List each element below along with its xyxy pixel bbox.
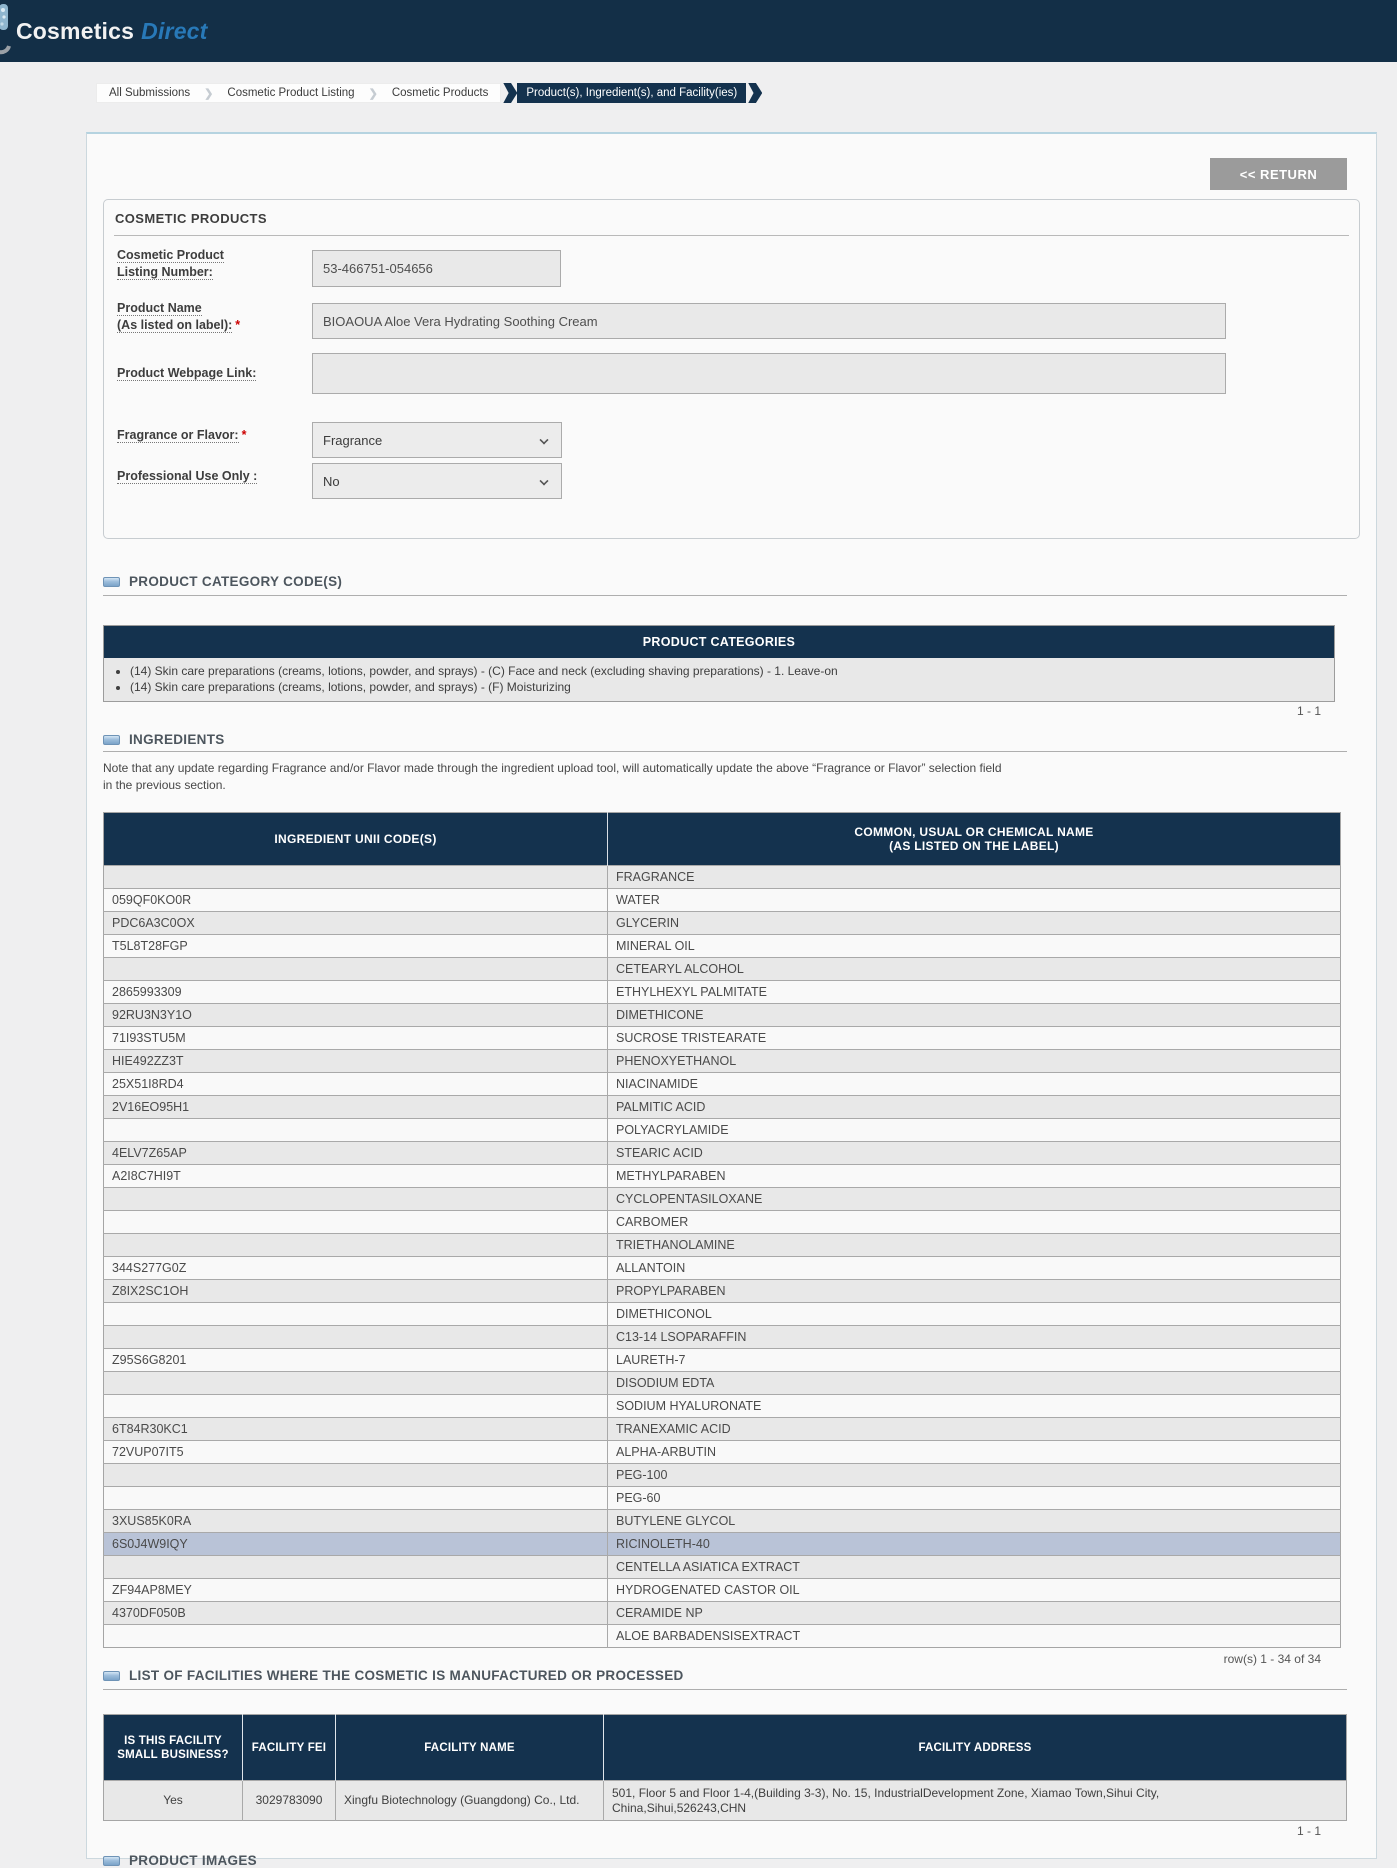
ingredients-table <box>103 812 1341 1648</box>
ingredient-name-cell: PHENOXYETHANOL <box>608 1050 1341 1073</box>
ingredient-name-cell: ETHYLHEXYL PALMITATE <box>608 981 1341 1004</box>
ingredient-row[interactable] <box>104 1372 1341 1395</box>
divider <box>103 595 1347 596</box>
product-categories-header: PRODUCT CATEGORIES <box>104 626 1334 658</box>
facilities-pagination: 1 - 1 <box>1296 1824 1321 1838</box>
app-header <box>0 0 1397 62</box>
unii-cell <box>104 866 608 889</box>
unii-cell: 72VUP07IT5 <box>104 1441 608 1464</box>
ingredient-name-cell: DISODIUM EDTA <box>608 1372 1341 1395</box>
ingredient-name-cell: PEG-100 <box>608 1464 1341 1487</box>
ingredient-name-cell: MINERAL OIL <box>608 935 1341 958</box>
unii-cell: 92RU3N3Y1O <box>104 1004 608 1027</box>
ingredient-row[interactable] <box>104 1510 1341 1533</box>
ingredient-row[interactable] <box>104 1142 1341 1165</box>
ingredient-name-cell: PALMITIC ACID <box>608 1096 1341 1119</box>
unii-cell <box>104 1395 608 1418</box>
unii-cell <box>104 1464 608 1487</box>
ingredient-row[interactable] <box>104 1027 1341 1050</box>
ingredient-name-cell: PROPYLPARABEN <box>608 1280 1341 1303</box>
ingredient-row[interactable] <box>104 1395 1341 1418</box>
unii-cell: 6S0J4W9IQY <box>104 1533 608 1556</box>
ingredient-row[interactable] <box>104 1234 1341 1257</box>
ingredient-row[interactable] <box>104 1303 1341 1326</box>
collapse-icon[interactable] <box>103 735 120 745</box>
facility-row[interactable] <box>104 1781 1347 1821</box>
ingredient-row[interactable] <box>104 1165 1341 1188</box>
ingredient-row[interactable] <box>104 1326 1341 1349</box>
fragrance-flavor-select[interactable] <box>312 422 562 458</box>
ingredient-name-cell: CETEARYL ALCOHOL <box>608 958 1341 981</box>
ingredient-row[interactable] <box>104 1211 1341 1234</box>
ingredient-name-cell: CARBOMER <box>608 1211 1341 1234</box>
ingredient-row[interactable] <box>104 1418 1341 1441</box>
breadcrumb-cosmetic-product-listing[interactable]: Cosmetic Product Listing <box>227 87 355 99</box>
unii-cell: 3XUS85K0RA <box>104 1510 608 1533</box>
professional-use-label: Professional Use Only : <box>117 469 258 483</box>
unii-cell <box>104 1119 608 1142</box>
unii-cell <box>104 1211 608 1234</box>
facility-address-cell: 501, Floor 5 and Floor 1-4,(Building 3-3), No. 15, IndustrialDevelopment Zone, Xiamao Town,Sihui City, China,Sihui,526243,CHN <box>604 1781 1347 1821</box>
ingredient-name-cell: METHYLPARABEN <box>608 1165 1341 1188</box>
ingredient-name-cell: DIMETHICONE <box>608 1004 1341 1027</box>
collapse-icon[interactable] <box>103 1671 120 1681</box>
unii-cell: Z95S6G8201 <box>104 1349 608 1372</box>
facility-name-cell: Xingfu Biotechnology (Guangdong) Co., Ltd. <box>336 1781 604 1821</box>
divider <box>114 235 1349 236</box>
unii-cell: 4ELV7Z65AP <box>104 1142 608 1165</box>
ingredient-name-cell: CERAMIDE NP <box>608 1602 1341 1625</box>
breadcrumb-arrow-icon <box>503 83 517 103</box>
unii-cell: 2V16EO95H1 <box>104 1096 608 1119</box>
required-asterisk: * <box>241 428 247 442</box>
section-title: INGREDIENTS <box>129 732 225 747</box>
ingredient-name-cell: FRAGRANCE <box>608 866 1341 889</box>
ingredient-row[interactable] <box>104 1257 1341 1280</box>
webpage-link-label: Product Webpage Link: <box>117 366 257 380</box>
unii-cell <box>104 1487 608 1510</box>
unii-cell: 25X51I8RD4 <box>104 1073 608 1096</box>
unii-cell: 6T84R30KC1 <box>104 1418 608 1441</box>
ingredient-name-cell: LAURETH-7 <box>608 1349 1341 1372</box>
chevron-down-icon <box>539 435 548 444</box>
ingredients-note: Note that any update regarding Fragrance and/or Flavor made through the ingredient upload tool, will automatically update the above “Fragrance or Flavor” selection field in the previous section. <box>103 761 1002 792</box>
ingredient-name-cell: CYCLOPENTASILOXANE <box>608 1188 1341 1211</box>
ingredient-row[interactable] <box>104 1280 1341 1303</box>
unii-cell <box>104 1326 608 1349</box>
unii-cell <box>104 1303 608 1326</box>
product-name-field[interactable] <box>312 303 1226 339</box>
ingredient-row[interactable] <box>104 1533 1341 1556</box>
ingredient-name-cell: RICINOLETH-40 <box>608 1533 1341 1556</box>
category-item: • (14) Skin care preparations (creams, lotions, powder, and sprays) - (F) Moisturizing <box>130 679 1328 695</box>
section-ingredients <box>103 732 225 747</box>
ingredient-name-cell: TRANEXAMIC ACID <box>608 1418 1341 1441</box>
product-categories-list <box>104 658 1334 701</box>
collapse-icon[interactable] <box>103 577 120 587</box>
facility-fei-column-header: FACILITY FEI <box>243 1715 336 1781</box>
ingredient-row[interactable] <box>104 912 1341 935</box>
ingredient-name-cell: CENTELLA ASIATICA EXTRACT <box>608 1556 1341 1579</box>
unii-cell: 059QF0KO0R <box>104 889 608 912</box>
return-button[interactable]: << RETURN <box>1210 158 1347 190</box>
breadcrumb-strip <box>96 83 501 103</box>
ingredient-row[interactable] <box>104 866 1341 889</box>
category-item: • (14) Skin care preparations (creams, lotions, powder, and sprays) - (C) Face and neck (excluding shaving preparations) - 1. Leave-on <box>130 663 1328 679</box>
unii-cell <box>104 1625 608 1648</box>
listing-number-field[interactable] <box>312 250 561 287</box>
divider <box>103 751 1347 752</box>
small-business-cell: Yes <box>104 1781 243 1821</box>
unii-column-header: INGREDIENT UNII CODE(S) <box>104 813 608 866</box>
unii-cell: A2I8C7HI9T <box>104 1165 608 1188</box>
ingredient-name-cell: DIMETHICONOL <box>608 1303 1341 1326</box>
ingredient-row[interactable] <box>104 1004 1341 1027</box>
cosmetics-flask-icon <box>0 2 15 60</box>
unii-cell: T5L8T28FGP <box>104 935 608 958</box>
ingredient-name-cell: ALLANTOIN <box>608 1257 1341 1280</box>
unii-cell <box>104 1188 608 1211</box>
breadcrumb-all-submissions[interactable]: All Submissions <box>109 87 191 99</box>
small-business-column-header: IS THIS FACILITY SMALL BUSINESS? <box>104 1715 243 1781</box>
unii-cell: ZF94AP8MEY <box>104 1579 608 1602</box>
ingredient-name-cell: POLYACRYLAMIDE <box>608 1119 1341 1142</box>
unii-cell <box>104 1556 608 1579</box>
ingredients-pagination: row(s) 1 - 34 of 34 <box>1223 1652 1321 1666</box>
ingredient-row[interactable] <box>104 1625 1341 1648</box>
breadcrumb-cosmetic-products[interactable]: Cosmetic Products <box>391 87 489 99</box>
ingredient-name-cell: BUTYLENE GLYCOL <box>608 1510 1341 1533</box>
unii-cell: 71I93STU5M <box>104 1027 608 1050</box>
name-column-header: COMMON, USUAL OR CHEMICAL NAME (AS LISTED ON THE LABEL) <box>608 813 1341 866</box>
breadcrumb <box>96 83 762 103</box>
section-title: PRODUCT CATEGORY CODE(S) <box>129 574 343 589</box>
ingredient-row[interactable] <box>104 1188 1341 1211</box>
ingredient-row[interactable] <box>104 1096 1341 1119</box>
unii-cell: 344S277G0Z <box>104 1257 608 1280</box>
section-product-images <box>103 1853 257 1868</box>
ingredient-name-cell: WATER <box>608 889 1341 912</box>
ingredient-table-body <box>104 866 1341 1648</box>
section-product-category-codes <box>103 574 342 589</box>
breadcrumb-arrow-icon <box>748 83 762 103</box>
fragrance-flavor-value: Fragrance <box>323 432 383 448</box>
ingredient-row[interactable] <box>104 1073 1341 1096</box>
section-facilities <box>103 1668 684 1683</box>
ingredient-row[interactable] <box>104 1050 1341 1073</box>
unii-cell <box>104 1372 608 1395</box>
facility-name-column-header: FACILITY NAME <box>336 1715 604 1781</box>
facility-address-column-header: FACILITY ADDRESS <box>604 1715 1347 1781</box>
ingredient-name-cell: PEG-60 <box>608 1487 1341 1510</box>
ingredient-row[interactable] <box>104 1556 1341 1579</box>
unii-cell: Z8IX2SC1OH <box>104 1280 608 1303</box>
chevron-down-icon <box>539 476 548 485</box>
facility-fei-cell: 3029783090 <box>243 1781 336 1821</box>
unii-cell <box>104 1234 608 1257</box>
ingredient-name-cell: ALPHA-ARBUTIN <box>608 1441 1341 1464</box>
product-name-label: Product Name (As listed on label): * <box>117 301 241 332</box>
ingredient-name-cell: ALOE BARBADENSISEXTRACT <box>608 1625 1341 1648</box>
fieldset-title: COSMETIC PRODUCTS <box>115 211 267 226</box>
section-title: PRODUCT IMAGES <box>129 1853 257 1868</box>
ingredient-name-cell: TRIETHANOLAMINE <box>608 1234 1341 1257</box>
webpage-link-field[interactable] <box>312 353 1226 394</box>
ingredient-row[interactable] <box>104 958 1341 981</box>
ingredient-row[interactable] <box>104 935 1341 958</box>
unii-cell: 2865993309 <box>104 981 608 1004</box>
unii-cell: 4370DF050B <box>104 1602 608 1625</box>
brand-bold: Cosmetics <box>16 17 135 44</box>
ingredient-row[interactable] <box>104 1441 1341 1464</box>
ingredient-name-cell: GLYCERIN <box>608 912 1341 935</box>
ingredient-name-cell: STEARIC ACID <box>608 1142 1341 1165</box>
facilities-table <box>103 1714 1347 1821</box>
ingredient-row[interactable] <box>104 1487 1341 1510</box>
section-title: LIST OF FACILITIES WHERE THE COSMETIC IS MANUFACTURED OR PROCESSED <box>129 1668 684 1683</box>
fragrance-flavor-label: Fragrance or Flavor: * <box>117 428 247 442</box>
chevron-right-icon <box>202 87 215 100</box>
professional-use-select[interactable] <box>312 463 562 499</box>
professional-use-value: No <box>323 473 340 489</box>
unii-cell: HIE492ZZ3T <box>104 1050 608 1073</box>
breadcrumb-active-product-ingredient-facility[interactable]: Product(s), Ingredient(s), and Facility(ies) <box>517 83 746 103</box>
unii-cell: PDC6A3C0OX <box>104 912 608 935</box>
categories-pagination: 1 - 1 <box>1296 704 1321 718</box>
main-panel <box>86 132 1377 1868</box>
listing-number-label: Cosmetic Product Listing Number: <box>117 248 224 279</box>
required-asterisk: * <box>235 318 241 332</box>
brand-italic: Direct <box>141 17 208 44</box>
ingredient-name-cell: C13-14 LSOPARAFFIN <box>608 1326 1341 1349</box>
ingredient-row[interactable] <box>104 1464 1341 1487</box>
ingredient-row[interactable] <box>104 1602 1341 1625</box>
ingredient-row[interactable] <box>104 1349 1341 1372</box>
ingredient-name-cell: NIACINAMIDE <box>608 1073 1341 1096</box>
ingredient-row[interactable] <box>104 1579 1341 1602</box>
cosmetic-products-fieldset <box>103 199 1360 539</box>
ingredient-row[interactable] <box>104 1119 1341 1142</box>
ingredient-row[interactable] <box>104 981 1341 1004</box>
ingredient-name-cell: SODIUM HYALURONATE <box>608 1395 1341 1418</box>
chevron-right-icon <box>367 87 380 100</box>
divider <box>103 1689 1347 1690</box>
ingredient-row[interactable] <box>104 889 1341 912</box>
unii-cell <box>104 958 608 981</box>
collapse-icon[interactable] <box>103 1856 120 1866</box>
ingredient-name-cell: SUCROSE TRISTEARATE <box>608 1027 1341 1050</box>
product-categories-table <box>103 625 1335 702</box>
app-logo <box>16 18 208 45</box>
ingredient-name-cell: HYDROGENATED CASTOR OIL <box>608 1579 1341 1602</box>
